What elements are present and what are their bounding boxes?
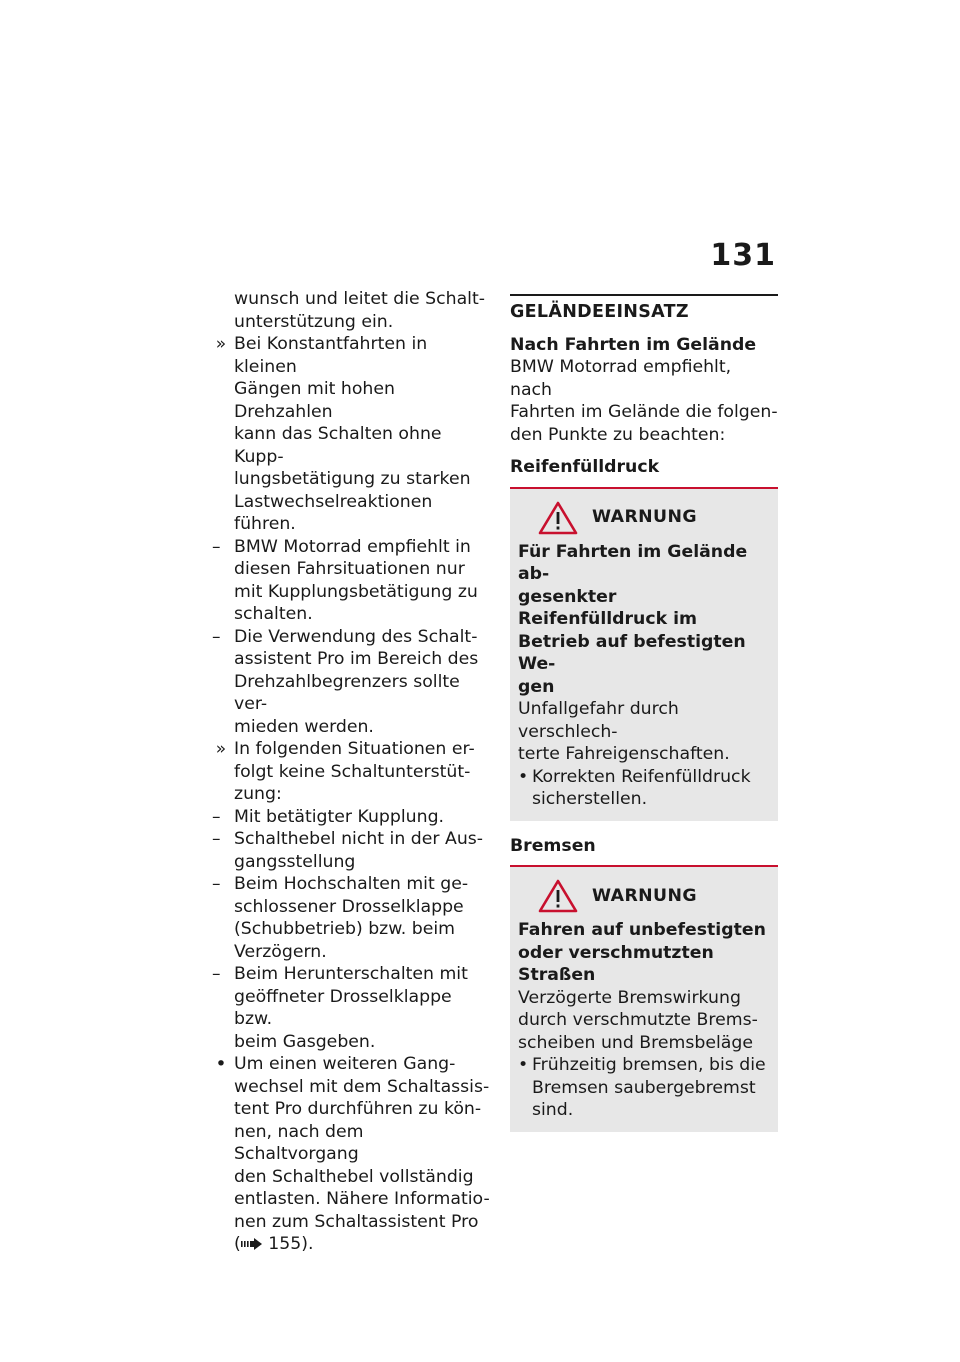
warning-box-brakes [510,867,778,1132]
text-line: kann das Schalten ohne Kupp- [234,424,442,467]
warning-triangle-icon [538,879,578,913]
text-line: gangsstellung [234,851,356,872]
warning-action-item [518,766,770,811]
text-line: Verzögerte Bremswirkung [518,987,741,1008]
text-line: Für Fahrten im Gelände ab- [518,541,748,584]
text-line: Verzögern. [234,941,327,962]
text-line: Um einen weiteren Gang- [234,1054,456,1074]
dash-marker: – [212,806,221,827]
text-line: Drehzahlbegrenzers sollte ver- [234,671,460,714]
text-line: schlossener Drosselklappe [234,896,464,917]
text-line: den Punkte zu beachten: [510,424,726,445]
text-line: geöffneter Drosselklappe bzw. [234,986,452,1029]
intro-continuation [210,288,492,333]
bullet-marker: • [518,1055,529,1075]
warning-title [518,919,770,987]
page-reference-arrow-icon [241,1238,263,1250]
text-line: terte Fahreigenschaften. [518,744,730,764]
text-line: tent Pro durchführen zu kön- [234,1099,482,1119]
action-item [210,1053,492,1256]
warning-title [518,541,770,699]
text-line: Bremsen saubergebremst [532,1077,756,1098]
text-line: wechsel mit dem Schaltassis- [234,1076,490,1097]
dash-item [210,963,492,1053]
text-line: BMW Motorrad empfiehlt, nach [510,357,732,400]
text-line: In folgenden Situationen er- [234,739,475,759]
text-line: den Schalthebel vollständig [234,1166,474,1187]
text-line: nen zum Schaltassistent Pro [234,1211,479,1232]
text-line: Bei Konstantfahrten in kleinen [234,334,428,377]
page-reference[interactable]: ( 155). [234,1234,314,1254]
text-line: assistent Pro im Bereich des [234,649,479,669]
text-line: scheiben und Bremsbeläge [518,1032,753,1053]
text-line: zung: [234,784,282,804]
text-line: gen [518,676,555,697]
dash-marker: – [212,626,221,647]
warning-label: WARNUNG [592,885,697,906]
text-line: BMW Motorrad empfiehlt in [234,536,471,557]
dash-marker: – [212,829,221,849]
warning-body [518,987,770,1055]
left-column [210,288,492,1256]
text-line: unterstützung ein. [234,311,394,332]
dash-item [210,828,492,873]
warning-body [518,698,770,766]
section-title: GELÄNDEEINSATZ [510,302,689,322]
dash-item [210,873,492,963]
brakes-heading: Bremsen [510,835,596,856]
text-line: gesenkter Reifenfülldruck im [518,586,698,629]
right-column [510,294,778,1132]
warning-label: WARNUNG [592,507,697,528]
text-line: sicherstellen. [532,789,648,809]
text-line: Betrieb auf befestigten We- [518,631,746,674]
result-arrow-marker: » [215,739,227,759]
subsection-title: Nach Fahrten im Gelände [510,334,757,355]
text-line: Korrekten Reifenfülldruck [532,766,751,787]
page-reference-number: 155 [268,1234,302,1254]
text-line: mit Kupplungsbetätigung zu [234,581,478,602]
text-line: Schalthebel nicht in der Aus- [234,829,484,849]
text-line: lungsbetätigung zu starken [234,469,471,489]
dash-marker: – [212,964,221,984]
dash-marker: – [212,536,221,557]
dash-item [210,536,492,626]
warning-triangle-icon [538,501,578,535]
text-line: mieden werden. [234,716,374,737]
dash-item [210,806,492,829]
text-line: Unfallgefahr durch verschlech- [518,699,679,742]
text-line: Lastwechselreaktionen führen. [234,491,433,534]
bullet-marker: • [215,1053,227,1075]
result-item [210,333,492,536]
text-line: Beim Hochschalten mit ge- [234,874,469,894]
intro-paragraph [510,356,778,446]
text-line: oder verschmutzten Straßen [518,942,714,985]
text-line: Gängen mit hohen Drehzahlen [234,379,395,422]
text-line: beim Gasgeben. [234,1031,376,1052]
text-line: Die Verwendung des Schalt- [234,626,478,647]
warning-box-tire-pressure [510,489,778,821]
text-line: durch verschmutzte Brems- [518,1010,758,1030]
result-arrow-marker: » [215,334,227,354]
text-line: (Schubbetrieb) bzw. beim [234,919,456,939]
text-line: entlasten. Nähere Informatio- [234,1189,490,1209]
result-item [210,738,492,806]
text-line: Fahren auf unbefestigten [518,920,766,940]
warning-header [538,501,770,535]
text-line: Mit betätigter Kupplung. [234,806,445,827]
text-line: folgt keine Schaltunterstüt- [234,761,471,782]
text-line: diesen Fahrsituationen nur [234,559,465,579]
warning-header [538,879,770,913]
bullet-marker: • [518,766,529,787]
warning-action-item [518,1054,770,1122]
dash-item [210,626,492,739]
text-line: Frühzeitig bremsen, bis die [532,1055,766,1075]
dash-marker: – [212,874,221,894]
text-line: Fahrten im Gelände die folgen- [510,402,778,422]
tire-pressure-heading: Reifenfülldruck [510,457,660,477]
text-line: sind. [532,1100,574,1120]
text-line: wunsch und leitet die Schalt- [234,289,485,309]
section-rule [510,294,778,296]
text-line: schalten. [234,604,313,624]
page-number: 131 [710,238,776,273]
text-line: nen, nach dem Schaltvorgang [234,1121,364,1164]
text-line: Beim Herunterschalten mit [234,964,468,984]
